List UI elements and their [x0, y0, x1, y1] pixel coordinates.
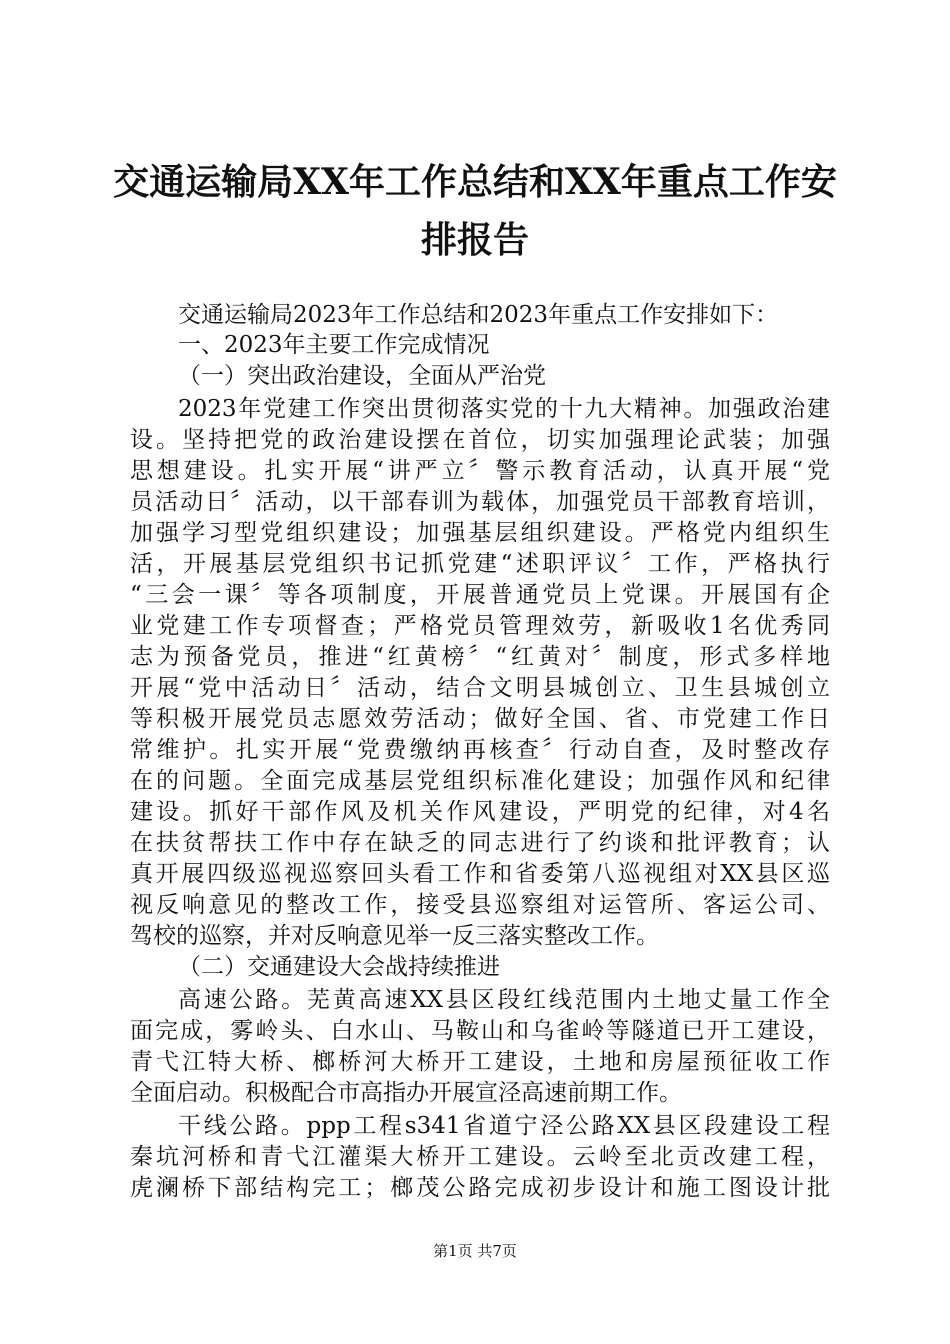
body-line: 2023年党建工作突出贯彻落实党的十九大精神。加强政治建 [178, 396, 830, 422]
body-line: 志为预备党员，推进“红黄榜〞“红黄对〞制度，形式多样地 [130, 644, 830, 670]
body-line: 在扶贫帮扶工作中存在缺乏的同志进行了约谈和批评教育；认 [130, 830, 830, 856]
body-line: 干线公路。ppp工程s341省道宁泾公路XX县区段建设工程 [178, 1113, 830, 1139]
body-line: 全面启动。积极配合市高指办开展宣泾高速前期工作。 [130, 1080, 682, 1106]
body-line: 等积极开展党员志愿效劳活动；做好全国、省、市党建工作日 [130, 706, 830, 732]
body-line: 思想建设。扎实开展“讲严立〞警示教育活动，认真开展“党 [130, 458, 830, 484]
body-line: 驾校的巡察，并对反响意见举一反三落实整改工作。 [130, 923, 659, 949]
body-line: 虎澜桥下部结构完工；榔茂公路完成初步设计和施工图设计批 [130, 1175, 830, 1201]
subsection-heading: （一）突出政治建设，全面从严治党 [178, 363, 546, 389]
page-footer: 第1页 共7页 [433, 1242, 517, 1260]
body-line: 面完成，雾岭头、白水山、马鞍山和乌雀岭等隧道已开工建设， [130, 1018, 830, 1044]
section-heading: 一、2023年主要工作完成情况 [178, 332, 490, 358]
body-line: “三会一课〞等各项制度，开展普通党员上党课。开展国有企 [130, 582, 830, 608]
document-title-line-2: 排报告 [420, 219, 529, 261]
body-line: 视反响意见的整改工作，接受县巡察组对运管所、客运公司、 [130, 892, 830, 918]
body-line: 秦坑河桥和青弋江灌渠大桥开工建设。云岭至北贡改建工程， [130, 1144, 830, 1170]
body-line: 员活动日〞活动，以干部春训为载体，加强党员干部教育培训， [130, 489, 830, 515]
body-line: 活，开展基层党组织书记抓党建“述职评议〞工作，严格执行 [130, 551, 830, 577]
body-line: 常维护。扎实开展“党费缴纳再核查〞行动自查，及时整改存 [130, 737, 830, 763]
body-line: 高速公路。芜黄高速XX县区段红线范围内土地丈量工作全 [178, 987, 830, 1013]
body-line: 设。坚持把党的政治建设摆在首位，切实加强理论武装；加强 [130, 427, 830, 453]
body-line: 开展“党中活动日〞活动，结合文明县城创立、卫生县城创立 [130, 675, 830, 701]
body-line: 业党建工作专项督查；严格党员管理效劳，新吸收1名优秀同 [130, 613, 830, 639]
body-line: 建设。抓好干部作风及机关作风建设，严明党的纪律，对4名 [130, 799, 830, 825]
subsection-heading: （二）交通建设大会战持续推进 [178, 954, 500, 980]
body-line: 青弋江特大桥、榔桥河大桥开工建设，土地和房屋预征收工作 [130, 1049, 830, 1075]
body-line: 真开展四级巡视巡察回头看工作和省委第八巡视组对XX县区巡 [130, 861, 830, 887]
body-line: 加强学习型党组织建设；加强基层组织建设。严格党内组织生 [130, 520, 830, 546]
body-line: 交通运输局2023年工作总结和2023年重点工作安排如下： [178, 302, 779, 328]
body-line: 在的问题。全面完成基层党组织标准化建设；加强作风和纪律 [130, 768, 830, 794]
document-title-line-1: 交通运输局XX年工作总结和XX年重点工作安 [113, 161, 837, 203]
